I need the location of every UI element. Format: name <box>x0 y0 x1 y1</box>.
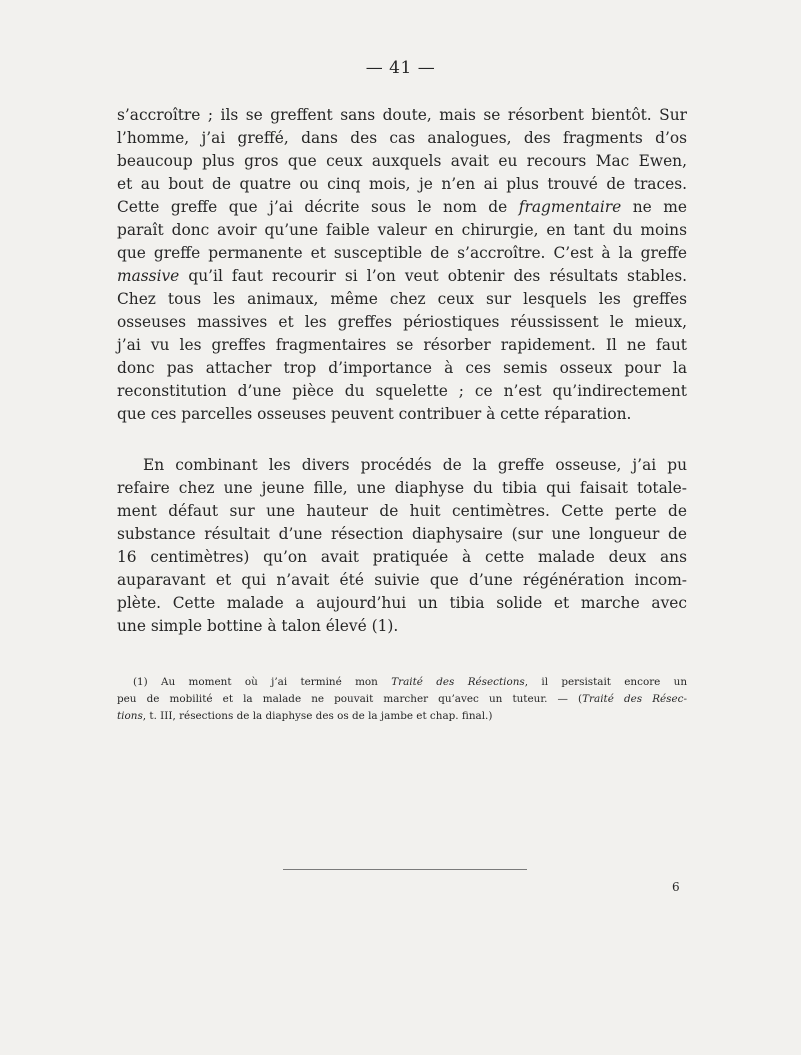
text-line: s’accroître ; ils se greffent sans doute, mais se résorbent bientôt. Sur <box>117 106 687 124</box>
footer-rule <box>283 869 527 870</box>
text-run: , t. III, résections de la diaphyse des os de la jambe et chap. final.) <box>142 710 493 722</box>
text-line: paraît donc avoir qu’une faible valeur en chirurgie, en tant du moins <box>117 221 687 239</box>
text-line: et au bout de quatre ou cinq mois, je n’en ai plus trouvé de traces. <box>117 175 687 193</box>
text-line: osseuses massives et les greffes périostiques réussissent le mieux, <box>117 313 687 331</box>
text-line: auparavant et qui n’avait été suivie que d’une régénération incom- <box>117 571 687 589</box>
text-line: refaire chez une jeune fille, une diaphyse du tibia qui faisait totale- <box>117 479 687 497</box>
text-run: peu de mobilité et la malade ne pouvait marcher qu’avec un tuteur. — ( <box>117 693 583 705</box>
text-run: Cette greffe que j’ai décrite sous le nom de <box>117 198 508 216</box>
italic-term: massive <box>117 267 180 285</box>
italic-title: Traité des Résec- <box>582 693 687 705</box>
text-line: En combinant les divers procédés de la greffe osseuse, j’ai pu <box>143 456 687 474</box>
text-line <box>117 196 687 219</box>
text-run: , il persistait encore un <box>524 676 688 688</box>
text-line: l’homme, j’ai greffé, dans des cas analogues, des fragments d’os <box>117 129 687 147</box>
text-line: beaucoup plus gros que ceux auxquels avait eu recours Mac Ewen, <box>117 152 687 170</box>
signature-mark: 6 <box>672 880 680 894</box>
footnote-line <box>133 674 687 691</box>
text-run: (1) Au moment où j’ai terminé mon <box>133 676 378 688</box>
text-line: substance résultait d’une résection diaphysaire (sur une longueur de <box>117 525 687 543</box>
footnote-line <box>117 708 687 725</box>
text-line: plète. Cette malade a aujourd’hui un tibia solide et marche avec <box>117 594 687 612</box>
text-line: que greffe permanente et susceptible de s’accroître. C’est à la greffe <box>117 244 687 262</box>
page-number: — 41 — <box>365 58 436 78</box>
italic-title: Traité des Résections <box>391 676 525 688</box>
text-line: ment défaut sur une hauteur de huit centimètres. Cette perte de <box>117 502 687 520</box>
text-line: 16 centimètres) qu’on avait pratiquée à cette malade deux ans <box>117 548 687 566</box>
italic-term: fragmentaire <box>518 198 622 216</box>
text-line: que ces parcelles osseuses peuvent contribuer à cette réparation. <box>117 405 632 423</box>
italic-title: tions <box>117 710 143 722</box>
text-line: donc pas attacher trop d’importance à ces semis osseux pour la <box>117 359 687 377</box>
footnote-line <box>117 691 687 708</box>
text-line: Chez tous les animaux, même chez ceux sur lesquels les greffes <box>117 290 687 308</box>
text-run: ne me <box>632 198 687 216</box>
text-line: reconstitution d’une pièce du squelette ; ce n’est qu’indirectement <box>117 382 687 400</box>
text-run: qu’il faut recourir si l’on veut obtenir des résultats stables. <box>188 267 687 285</box>
text-line: j’ai vu les greffes fragmentaires se résorber rapidement. Il ne faut <box>117 336 687 354</box>
text-line <box>117 265 687 288</box>
text-line: une simple bottine à talon élevé (1). <box>117 617 399 635</box>
